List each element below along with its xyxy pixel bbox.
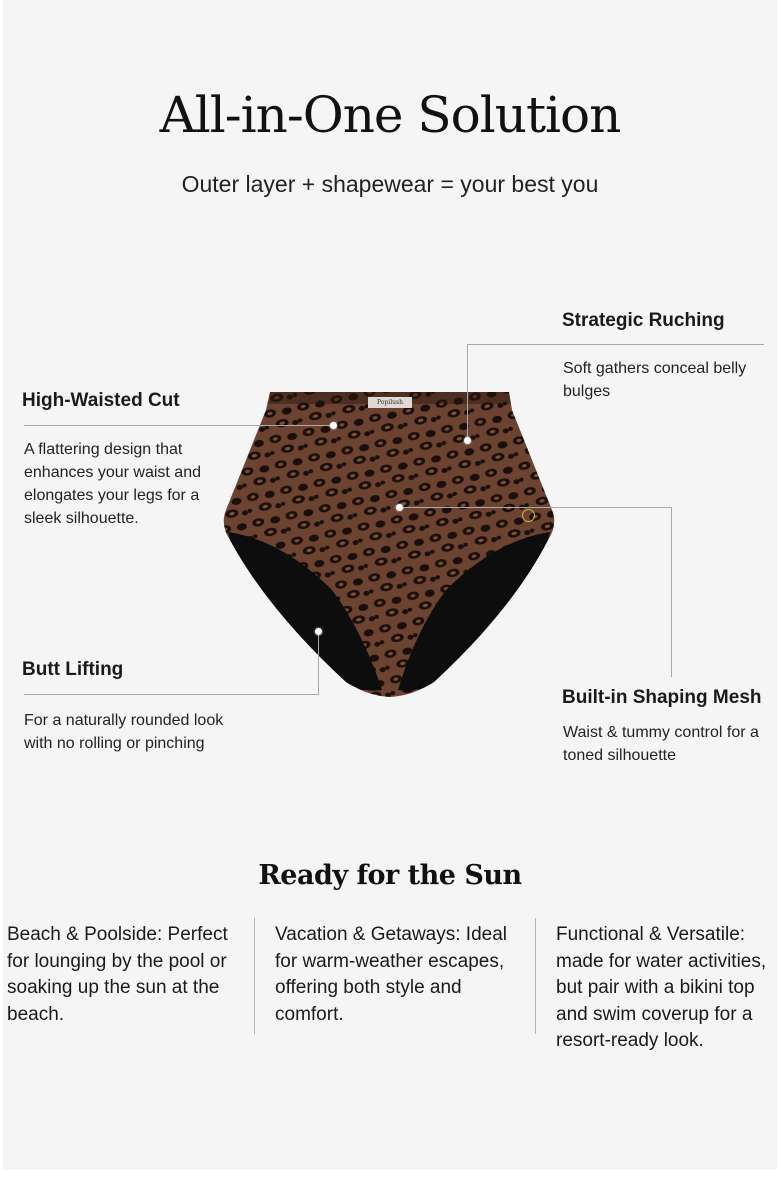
- callout-dot-ruching: [464, 437, 471, 444]
- callout-line-butt-vertical: [318, 631, 319, 694]
- feature-desc-high-waisted: A flattering design that enhances your waist and elongates your legs for a sleek silhouette.: [24, 441, 201, 527]
- column-divider: [535, 918, 536, 1034]
- callout-line-mesh-horizontal: [399, 507, 671, 508]
- callout-dot-butt: [315, 628, 322, 635]
- feature-title-mesh: Built-in Shaping Mesh: [562, 687, 762, 708]
- feature-title-butt-lifting: Butt Lifting: [22, 659, 124, 680]
- use-case-beach: Beach & Poolside: Perfect for lounging by the pool or soaking up the sun at the beach.: [7, 924, 228, 1025]
- column-divider: [254, 918, 255, 1034]
- callout-dot-mesh: [396, 504, 403, 511]
- brand-label-tag: Popilush: [368, 397, 412, 408]
- leopard-brief-illustration: [222, 390, 556, 698]
- feature-title-high-waisted: High-Waisted Cut: [22, 390, 180, 411]
- callout-dot-high-waisted: [330, 422, 337, 429]
- brand-logo-icon: [522, 509, 535, 522]
- use-case-functional: Functional & Versatile: made for water activities, but pair with a bikini top and swim coverup for a resort-ready look.: [556, 924, 767, 1051]
- callout-line-ruching-horizontal: [467, 344, 764, 345]
- page-subtitle: Outer layer + shapewear = your best you: [181, 171, 599, 197]
- feature-desc-ruching: Soft gathers conceal belly bulges: [563, 360, 747, 400]
- use-case-vacation: Vacation & Getaways: Ideal for warm-weather escapes, offering both style and comfort.: [275, 924, 507, 1025]
- section-title-ready-for-sun: Ready for the Sun: [258, 860, 522, 891]
- page-title: All-in-One Solution: [159, 86, 621, 144]
- feature-desc-butt-lifting: For a naturally rounded look with no rolling or pinching: [24, 712, 224, 752]
- product-image: [222, 390, 556, 698]
- callout-line-butt-horizontal: [24, 694, 319, 695]
- feature-title-ruching: Strategic Ruching: [562, 310, 725, 331]
- callout-line-mesh-vertical: [671, 507, 672, 677]
- feature-desc-mesh: Waist & tummy control for a toned silhouette: [563, 724, 759, 764]
- callout-line-ruching-vertical: [467, 344, 468, 440]
- callout-line-high-waisted: [24, 425, 333, 426]
